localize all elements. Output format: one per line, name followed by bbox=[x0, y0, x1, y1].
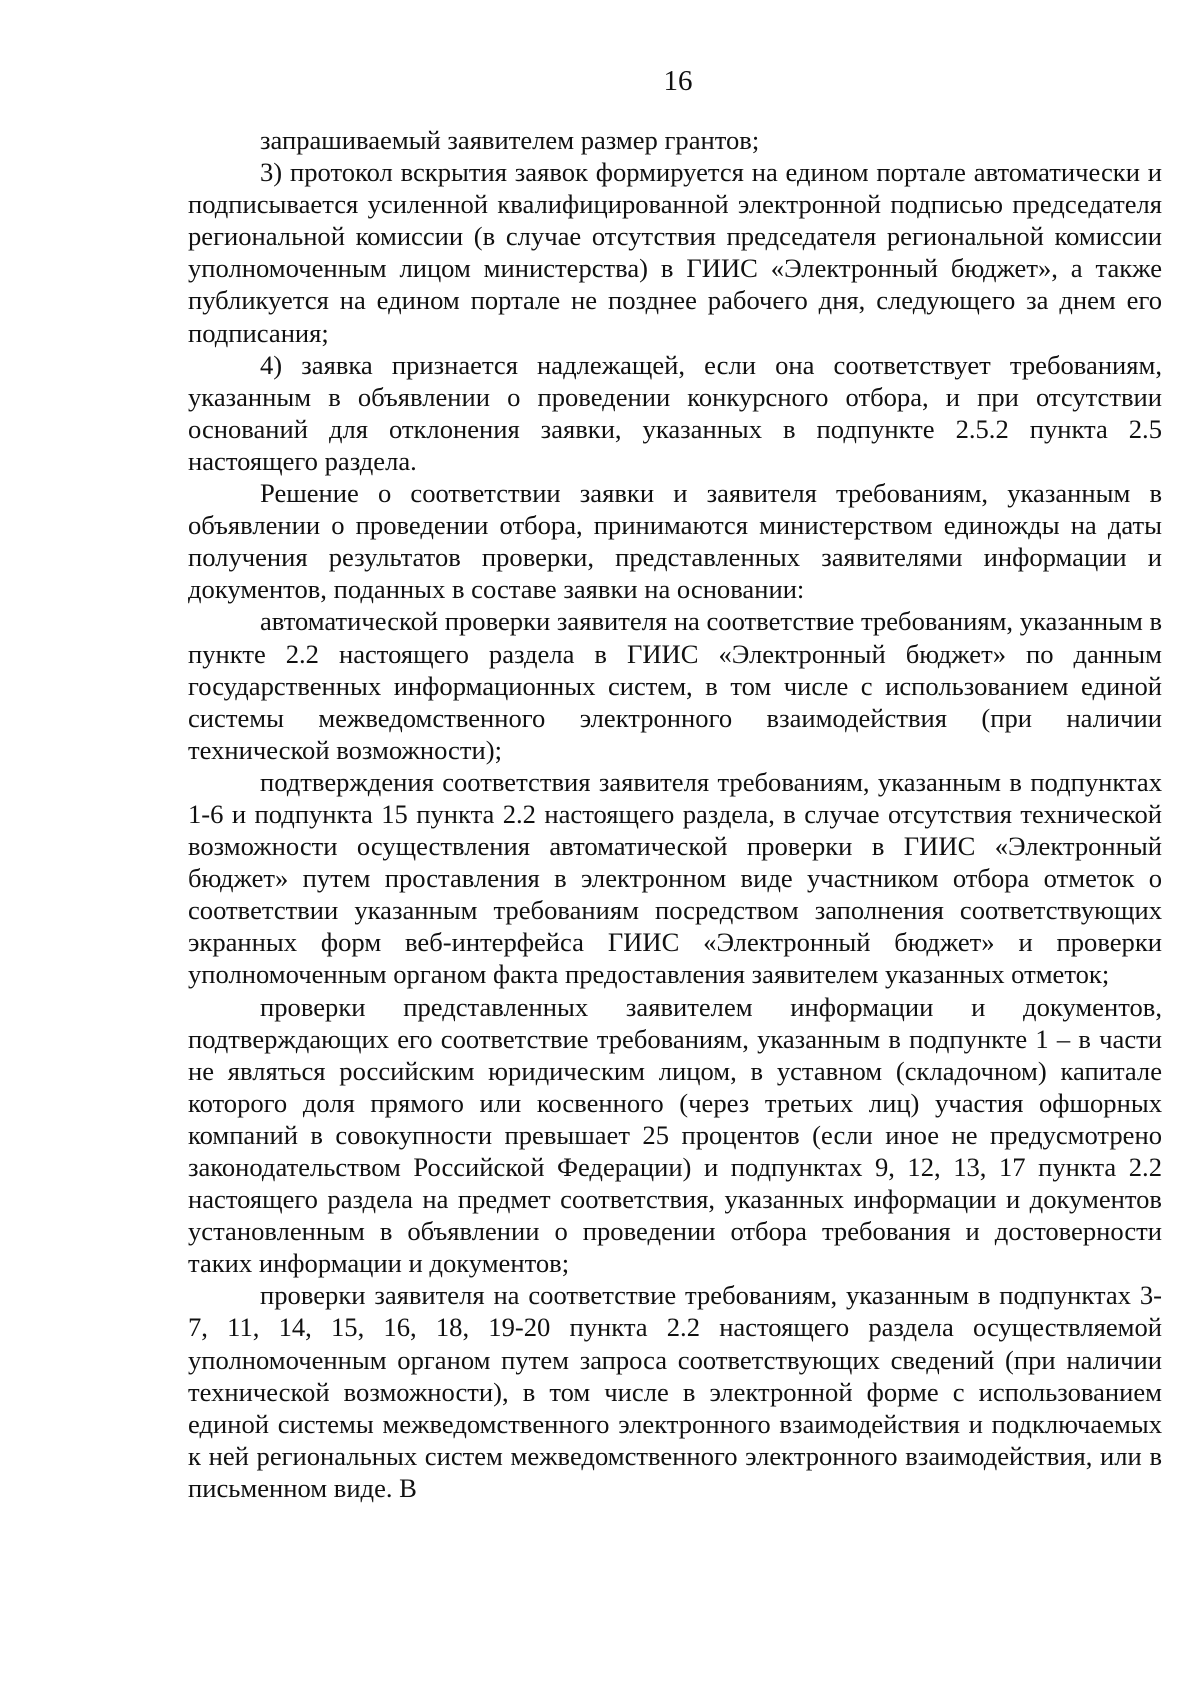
paragraph-automatic-check: автоматической проверки заявителя на соответствие требованиям, указанным в пункте 2.2 настоящего раздела в ГИИС «Электронный бюджет» по данным государственных информационных систем, в том числе с использованием единой системы межведомственного электронного взаимодействия (при наличии технической возможности); bbox=[188, 606, 1162, 765]
page-number: 16 bbox=[663, 65, 693, 97]
paragraph-grant-size: запрашиваемый заявителем размер грантов; bbox=[260, 125, 760, 155]
paragraph-applicant-check: проверки заявителя на соответствие требованиям, указанным в подпунктах 3-7, 11, 14, 15, 16, 18, 19-20 пункта 2.2 настоящего раздела осуществляемой уполномоченным органом путем запроса соответствующих сведений (при наличии технической возможности), в том числе в электронной форме с использованием единой системы межведомственного электронного взаимодействия и подключаемых к ней региональных систем межведомственного электронного взаимодействия, или в письменном виде. В bbox=[188, 1280, 1162, 1503]
paragraph-item-3-protocol: 3) протокол вскрытия заявок формируется на едином портале автоматически и подписывается усиленной квалифицированной электронной подписью председателя региональной комиссии (в случае отсутствия председателя региональной комиссии уполномоченным лицом министерства) в ГИИС «Электронный бюджет», а также публикуется на едином портале не позднее рабочего дня, следующего за днем его подписания; bbox=[188, 157, 1162, 348]
paragraph-decision: Решение о соответствии заявки и заявителя требованиям, указанным в объявлении о проведении отбора, принимаются министерством единожды на даты получения результатов проверки, представленных заявителями информации и документов, поданных в составе заявки на основании: bbox=[188, 478, 1162, 605]
paragraph-confirmation: подтверждения соответствия заявителя требованиям, указанным в подпунктах 1-6 и подпункта 15 пункта 2.2 настоящего раздела, в случае отсутствия технической возможности осуществления автоматической проверки в ГИИС «Электронный бюджет» путем проставления в электронном виде участником отбора отметок о соответствии указанным требованиям посредством заполнения соответствующих экранных форм веб-интерфейса ГИИС «Электронный бюджет» и проверки уполномоченным органом факта предоставления заявителем указанных отметок; bbox=[188, 766, 1162, 990]
paragraph-item-4-application: 4) заявка признается надлежащей, если она соответствует требованиям, указанным в объявлении о проведении конкурсного отбора, и при отсутствии оснований для отклонения заявки, указанных в подпункте 2.5.2 пункта 2.5 настоящего раздела. bbox=[188, 349, 1162, 476]
document-body bbox=[188, 124, 1162, 1504]
paragraph-documents-check: проверки представленных заявителем информации и документов, подтверждающих его соответствие требованиям, указанным в подпункте 1 – в части не являться российским юридическим лицом, в уставном (складочном) капитале которого доля прямого или косвенного (через третьих лиц) участия офшорных компаний в совокупности превышает 25 процентов (если иное не предусмотрено законодательством Российской Федерации) и подпунктах 9, 12, 13, 17 пункта 2.2 настоящего раздела на предмет соответствия, указанных информации и документов установленным в объявлении о проведении отбора требования и достоверности таких информации и документов; bbox=[188, 991, 1162, 1279]
